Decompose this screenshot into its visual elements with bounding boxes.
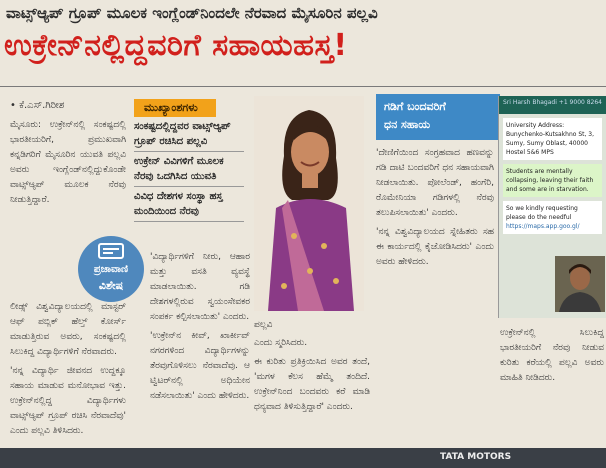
badge-line-1: ಪ್ರಜಾವಾಣಿ (93, 264, 129, 275)
col1-paragraph: 'ನನ್ನ ವಿದ್ಯಾರ್ಥಿ ಜೀವನದ ಉದ್ದಕ್ಕೂ ಸಹಾಯ ಮಾಡುವ ಮನೋಭಾವ ಇತ್ತು. ಉಕ್ರೇನ್‌ನಲ್ಲಿದ್ದ ವಿದ್ಯಾರ್ಥಿಗಳು ವಾಟ್ಸ್‌ಆ್ಯಪ್ ಗ್ರೂಪ್ ರಚಿಸಿ ನೆರವಾದೆವು' ಎಂದು ಪಲ್ಲವಿ ತಿಳಿಸಿದರು. (10, 366, 126, 436)
col3-paragraph: ಎಂದು ಸ್ಮರಿಸಿದರು. (254, 338, 308, 348)
photo-caption: ಪಲ್ಲವಿ (254, 320, 273, 330)
newspaper-icon (97, 242, 125, 260)
man-photo-image (555, 256, 605, 312)
col1-paragraph: ಮೈಸೂರು: ಉಕ್ರೇನ್‌ನಲ್ಲಿ ಸಂಕಷ್ಟದಲ್ಲಿ ಭಾರತೀಯರಿಗೆ, ಪ್ರಮುಖವಾಗಿ ಕನ್ನಡಿಗರಿಗೆ ಮೈಸೂರಿನ ಯುವತಿ ಪಲ್ಲವಿ ಅವರು ಇಂಗ್ಲೆಂಡ್‌ನಲ್ಲಿದ್ದುಕೊಂಡೇ ವಾಟ್ಸ್‌ಆ್ಯಪ್ ಮೂಲಕ ನೆರವು ನೀಡುತ್ತಿದ್ದಾರೆ. (10, 120, 126, 205)
chat-text: Hostel 5&6 MPS (506, 149, 554, 156)
sidebar-title-line-1: ಗಡಿಗೆ ಬಂದವರಿಗೆ (384, 100, 446, 113)
column-3 (254, 336, 370, 446)
highlights-title: ಮುಖ್ಯಾಂಶಗಳು (134, 99, 216, 117)
bottom-advert-strip (0, 448, 606, 468)
prajavani-special-badge (78, 236, 144, 302)
highlight-item: ಸಂಕಷ್ಟದಲ್ಲಿದ್ದವರ ವಾಟ್ಸ್‌ಆ್ಯಪ್ ಗ್ರೂಪ್ ರಚಿಸಿದ ಪಲ್ಲವಿ (134, 119, 244, 152)
highlight-item: ವಿವಿಧ ದೇಶಗಳ ಸಂಸ್ಥಾ ಹಸ್ತ ಮಂದಿಯಿಂದ ನೆರವು (134, 189, 244, 222)
chat-message (503, 164, 602, 197)
column-2 (150, 250, 250, 446)
col5-paragraph: ಉಕ್ರೇನ್‌ನಲ್ಲಿ ಸಿಲುಕಿದ್ದ ಭಾರತೀಯರಿಗೆ ನೆರವು ನೀಡುವ ಕುರಿತು ಕರೆಯಲ್ಲಿ ಪಲ್ಲವಿ ಅವರು ಮಾಹಿತಿ ನೀಡಿದರು. (500, 328, 604, 383)
col3-paragraph: ಈ ಕುರಿತು ಪ್ರತಿಕ್ರಿಯಿಸಿದ ಅವರ ತಂದೆ, 'ಮಗಳ ಕೆಲಸ ಹೆಮ್ಮೆ ತಂದಿದೆ. ಉಕ್ರೇನ್‌ನಿಂದ ಬಂದವರು ಕರೆ ಮಾಡಿ ಧನ್ಯವಾದ ತಿಳಿಸುತ್ತಿದ್ದಾರೆ' ಎಂದರು. (254, 357, 370, 412)
woman-portrait-image (254, 96, 364, 311)
column-1-bottom (10, 300, 126, 446)
col2-paragraph: 'ವಿದ್ಯಾರ್ಥಿಗಳಿಗೆ ನೀರು, ಆಹಾರ ಮತ್ತು ವಸತಿ ವ್ಯವಸ್ಥೆ ಮಾಡಲಾಯಿತು. ಗಡಿ ದೇಶಗಳಲ್ಲಿರುವ ಸ್ವಯಂಸೇವಕರ ಸಂಪರ್ಕ ಕಲ್ಪಿಸಲಾಯಿತು' ಎಂದರು. (150, 252, 250, 322)
chat-message (503, 201, 602, 234)
chat-text: So we kindly requesting please do the needful (506, 205, 578, 221)
badge-line-2: ವಿಶೇಷ (98, 279, 124, 292)
highlight-item: ಉಕ್ರೇನ್ ವಿವಿಗಳಿಗೆ ಮೂಲಕ ನೆರವು ಒದಗಿಸಿದ ಯುವತಿ (134, 154, 244, 187)
sidebar-box-header (376, 94, 500, 140)
portrait-photo (254, 96, 364, 311)
whatsapp-screenshot (498, 96, 606, 318)
chat-text: Students are mentally collapsing, leaving their faith and some are in starvation. (506, 168, 594, 193)
byline: • ಕೆ.ಎಸ್.ಗಿರೀಶ (10, 100, 65, 111)
col1-paragraph: ಲೀಡ್ಸ್ ವಿಶ್ವವಿದ್ಯಾಲಯದಲ್ಲಿ ಮಾಸ್ಟರ್ ಆಫ್ ಪಬ್ಲಿಕ್ ಹೆಲ್ತ್ ಕೋರ್ಸ್ ಮಾಡುತ್ತಿರುವ ಅವರು, ಸಂಕಷ್ಟದಲ್ಲಿ ಸಿಲುಕಿದ್ದ ವಿದ್ಯಾರ್ಥಿಗಳಿಗೆ ನೆರವಾದರು. (10, 302, 126, 357)
headline-divider (0, 86, 606, 87)
chat-text: University Address: (506, 122, 565, 129)
chat-header: Sri Harsh Bhagadi +1 9000 8264 (499, 96, 606, 114)
advert-label: TATA MOTORS (440, 452, 512, 462)
article-headline: ಉಕ್ರೇನ್‌ನಲ್ಲಿದ್ದವರಿಗೆ ಸಹಾಯಹಸ್ತ! (4, 28, 348, 63)
col4-paragraph: 'ದೇಣಿಗೆಯಿಂದ ಸಂಗ್ರಹವಾದ ಹಣವನ್ನು ಗಡಿ ದಾಟಿ ಬಂದವರಿಗೆ ಧನ ಸಹಾಯವಾಗಿ ನೀಡಲಾಯಿತು. ಪೋಲೆಂಡ್, ಹಂಗೆರಿ, ರೊಮೇನಿಯಾ ಗಡಿಗಳಲ್ಲಿ ನೆರವು ತಲುಪಿಸಲಾಯಿತು' ಎಂದರು. (376, 148, 494, 218)
col2-paragraph: 'ಉಕ್ರೇನ್‌ನ ಕೀವ್, ಖಾರ್ಕೀವ್ ನಗರಗಳಿಂದ ವಿದ್ಯಾರ್ಥಿಗಳನ್ನು ತೆರವುಗೊಳಿಸಲು ನೆರವಾದೆವು. ಆ ಟ್ವಿಟರ್‌ನಲ್ಲಿ ಅಧಿಯೇನ ನಡೆಸಲಾಯಿತು' ಎಂದು ಹೇಳಿದರು. (150, 331, 250, 401)
column-5 (500, 326, 604, 444)
highlights-box (134, 96, 244, 244)
article-kicker: ವಾಟ್ಸ್‌ಆ್ಯಪ್ ಗ್ರೂಪ್ ಮೂಲಕ ಇಂಗ್ಲೆಂಡ್‌ನಿಂದಲೇ ನೆರವಾದ ಮೈಸೂರಿನ ಪಲ್ಲವಿ (6, 4, 378, 22)
col4-paragraph: 'ನನ್ನ ವಿಶ್ವವಿದ್ಯಾಲಯದ ಸ್ನೇಹಿತರು ಸಹ ಈ ಕಾರ್ಯದಲ್ಲಿ ಕೈಜೋಡಿಸಿದರು' ಎಂದು ಅವರು ಹೇಳಿದರು. (376, 227, 494, 267)
column-1-top (10, 118, 126, 236)
chat-message (503, 118, 602, 160)
chat-text: Bunychenko-Kutsakhno St, 3, Sumy, Sumy Oblast, 40000 (506, 131, 595, 147)
column-4 (376, 146, 494, 446)
chat-link: https://maps.app.goo.gl/ (506, 223, 580, 230)
sidebar-title-line-2: ಧನ ಸಹಾಯ (384, 118, 431, 131)
